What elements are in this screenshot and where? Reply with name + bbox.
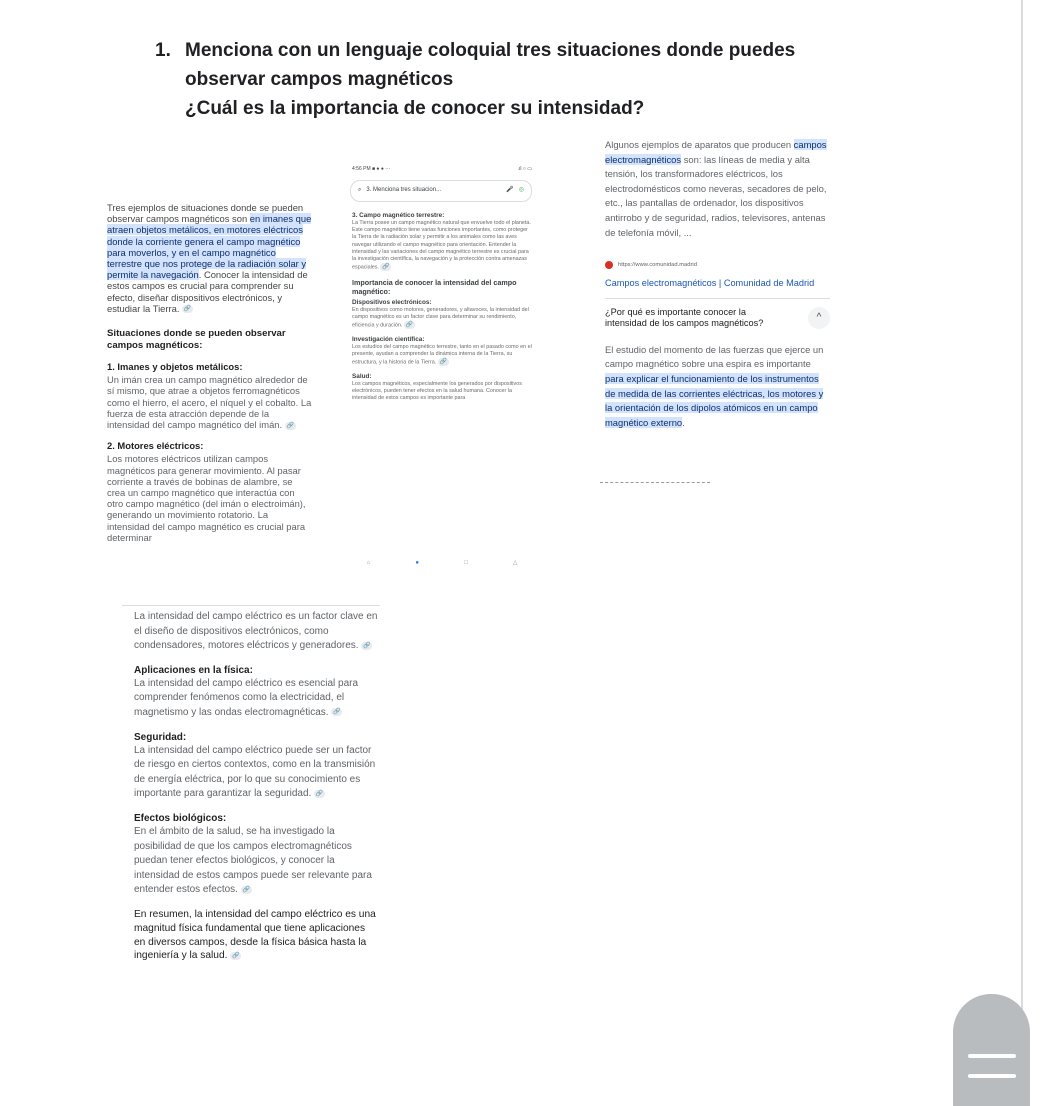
question-line-1: Menciona con un lenguaje coloquial tres situaciones donde puedes <box>185 40 796 61</box>
status-bar <box>344 164 540 176</box>
phone-research-title: Investigación científica: <box>352 335 425 343</box>
nav-search-icon[interactable]: ● <box>415 560 419 566</box>
ai-overview-right <box>605 138 830 430</box>
right-divider <box>605 298 830 299</box>
search-icon: ⌕ <box>358 187 362 194</box>
lower-p1-wrap <box>134 677 379 721</box>
intro-text: Tres ejemplos de situaciones donde se pueden observar campos magnéticos son <box>107 202 304 225</box>
phone-research-body: Los estudios del campo magnético terrestre, tanto en el pasado como en el presente, ayudan a comprender la dinámica interna de la Tierra, su estructura, y la historia de la Tierra. <box>352 343 532 366</box>
link-icon[interactable]: 🔗 <box>405 322 414 329</box>
status-right: .ıl ○ ▭ <box>517 166 532 173</box>
source-row[interactable] <box>605 258 830 273</box>
nav-home-icon[interactable]: ⌂ <box>366 560 371 566</box>
right-p1-tail: son: las líneas de media y alta tensión, los transformadores eléctricos, los electrodomésticos como neveras, secadores de pelo, etc., las pantallas de ordenador, los dispositivos antirrobo y de seguridad, radios, televisores, antenas de telefonía móvil, ... <box>605 153 827 238</box>
lower-p3-wrap <box>134 825 379 898</box>
status-left <box>352 166 390 173</box>
phone-nav-bar <box>344 560 540 568</box>
link-icon[interactable]: 🔗 <box>333 709 341 716</box>
s1-body: Un imán crea un campo magnético alrededor de sí mismo, que atrae a objetos ferromagnéticos como el hierro, el acero, el níquel y el cobalto. La fuerza de esta atracción depende de la intensidad del campo magnético del imán. <box>107 374 312 431</box>
lower-divider <box>122 605 380 606</box>
phone-body <box>344 212 540 403</box>
link-icon[interactable]: 🔗 <box>363 642 371 649</box>
mic-icon[interactable]: 🎤 <box>506 187 514 194</box>
phone-research-wrap <box>352 344 532 367</box>
question-line-3: ¿Cuál es la importancia de conocer su intensidad? <box>185 98 645 119</box>
lower-p0: La intensidad del campo eléctrico es un factor clave en el diseño de dispositivos electrónicos, como condensadores, motores eléctricos y generadores. <box>134 611 378 652</box>
faq-row[interactable] <box>605 307 830 329</box>
lower-p2-wrap <box>134 744 379 802</box>
phone-devices-body: En dispositivos como motores, generadores, y altavoces, la intensidad del campo magnético es un factor clave para determinar su rendimiento, eficiencia y duración. <box>352 306 529 329</box>
right-p2-text: El estudio del momento de las fuerzas que ejerce un campo magnético sobre una espira es importante <box>605 343 824 370</box>
nav-saved-icon[interactable]: □ <box>464 560 468 566</box>
link-icon[interactable]: 🔗 <box>382 264 390 271</box>
situations-heading: Situaciones donde se pueden observar campos magnéticos: <box>107 328 286 352</box>
link-icon[interactable]: 🔗 <box>242 886 250 893</box>
phone-health-body: Los campos magnéticos, especialmente los generados por dispositivos electrónicos, pueden tener efectos en la salud humana. Conocer la intensidad de estos campos es importante para <box>352 380 522 402</box>
phone-screenshot <box>344 164 540 568</box>
intro-highlight: en imanes que atraen objetos metálicos, en motores eléctricos donde la corriente genera el campo magnético para moverlos, y en el campo magnético terrestre que nos protege de la radiación solar y permite la navegación <box>107 213 312 281</box>
link-icon[interactable]: 🔗 <box>315 790 324 797</box>
s1-body-wrap <box>107 374 313 430</box>
question-number: 1. <box>155 40 171 61</box>
faq-question: ¿Por qué es importante conocer la intensidad de los campos magnéticos? <box>605 306 764 328</box>
source-title[interactable]: Campos electromagnéticos | Comunidad de Madrid <box>605 277 815 288</box>
phone-search-text: 3. Menciona tres situacion... <box>366 187 442 194</box>
lower-h3: Efectos biológicos: <box>134 812 227 824</box>
phone-h3: 3. Campo magnético terrestre: <box>352 212 445 219</box>
right-p2-tail: . <box>682 416 685 428</box>
s1-title: 1. Imanes y objetos metálicos: <box>107 361 243 373</box>
floating-menu-button[interactable] <box>953 994 1030 1106</box>
ai-overview-lower <box>134 610 379 963</box>
lower-h1: Aplicaciones en la física: <box>134 664 253 676</box>
phone-devices-wrap <box>352 307 532 330</box>
lower-p0-wrap <box>134 610 379 654</box>
right-paragraph-2 <box>605 343 830 431</box>
page-edge-divider <box>1021 0 1023 1106</box>
link-icon[interactable]: 🔗 <box>232 952 240 959</box>
source-favicon-icon <box>605 261 613 269</box>
phone-health-title: Salud: <box>352 372 372 380</box>
status-icons: ■ ● ● ··· <box>372 166 391 173</box>
right-p2-highlight: para explicar el funcionamiento de los instrumentos de medida de las corrientes eléctricas, los motores y la orientación de los dipolos atómicos en un campo magnético externo <box>605 372 824 428</box>
summary-wrap <box>134 908 379 963</box>
lens-icon[interactable]: ◎ <box>518 187 524 194</box>
source-url[interactable]: https://www.comunidad.madrid <box>618 262 697 269</box>
lower-p1: La intensidad del campo eléctrico es esencial para comprender fenómenos como la electricidad, el magnetismo y las ondas electromagnéticas. <box>134 677 359 718</box>
link-icon[interactable]: 🔗 <box>439 359 447 366</box>
intro-tail: . Conocer la intensidad de estos campos es crucial para comprender su efecto, diseñar dispositivos electrónicos, y estudiar la Tierra. <box>107 269 308 314</box>
s2-title: 2. Motores eléctricos: <box>107 440 204 452</box>
ai-overview-left <box>107 202 313 543</box>
chevron-up-icon[interactable]: ^ <box>808 307 830 329</box>
lower-p3: En el ámbito de la salud, se ha investigado la posibilidad de que los campos electromagnéticos puedan tener efectos biológicos, y conocer la intensidad de estos campos puede ser relevante para entender estos efectos. <box>134 825 372 896</box>
nav-notify-icon[interactable]: △ <box>512 560 518 566</box>
right-p1-text: Algunos ejemplos de aparatos que producen <box>605 139 794 150</box>
status-time: 4:56 PM <box>352 166 371 173</box>
lower-h2: Seguridad: <box>134 731 187 743</box>
menu-icon <box>968 1054 1016 1058</box>
phone-p3: La Tierra posee un campo magnético natural que envuelve todo el planeta. Este campo magnético tiene varias funciones importantes, como proteger la Tierra de la radiación solar y permitir a los animales como las aves navegar utilizando el campo magnético para orientación. Entender la intensidad y las variaciones del campo magnético terrestre es crucial para la investigación científica, la navegación y la protección contra amenazas espaciales. <box>352 220 531 271</box>
phone-importance-heading: Importancia de conocer la intensidad del campo magnético: <box>352 277 517 296</box>
intro-paragraph <box>107 202 313 314</box>
right-paragraph-1 <box>605 138 830 240</box>
question-heading <box>155 36 835 123</box>
link-icon[interactable]: 🔗 <box>286 422 294 429</box>
s2-body: Los motores eléctricos utilizan campos magnéticos para generar movimiento. Al pasar corriente a través de bobinas de alambre, se crea un campo magnético que interactúa con otro campo magnético (del imán o electroimán), generando un movimiento rotatorio. La intensidad del campo magnético es crucial para determinar <box>107 453 306 543</box>
question-line-2: observar campos magnéticos <box>185 69 454 90</box>
menu-icon-bar <box>968 1074 1016 1078</box>
phone-devices-title: Dispositivos electrónicos: <box>352 298 432 306</box>
cut-off-divider <box>600 482 710 484</box>
right-p1-highlight: campos electromagnéticos <box>605 139 827 165</box>
summary-text: En resumen, la intensidad del campo eléctrico es una magnitud física fundamental que tiene aplicaciones en diversos campos, desde la física básica hasta la ingeniería y la salud. <box>134 908 376 962</box>
phone-search-bar[interactable] <box>350 180 532 202</box>
link-icon[interactable]: 🔗 <box>183 306 192 313</box>
phone-p3-wrap <box>352 220 532 272</box>
lower-p2: La intensidad del campo eléctrico puede ser un factor de riesgo en ciertos contextos, como en la transmisión de energía eléctrica, por lo que su conocimiento es importante para garantizar la seguridad. <box>134 744 376 800</box>
